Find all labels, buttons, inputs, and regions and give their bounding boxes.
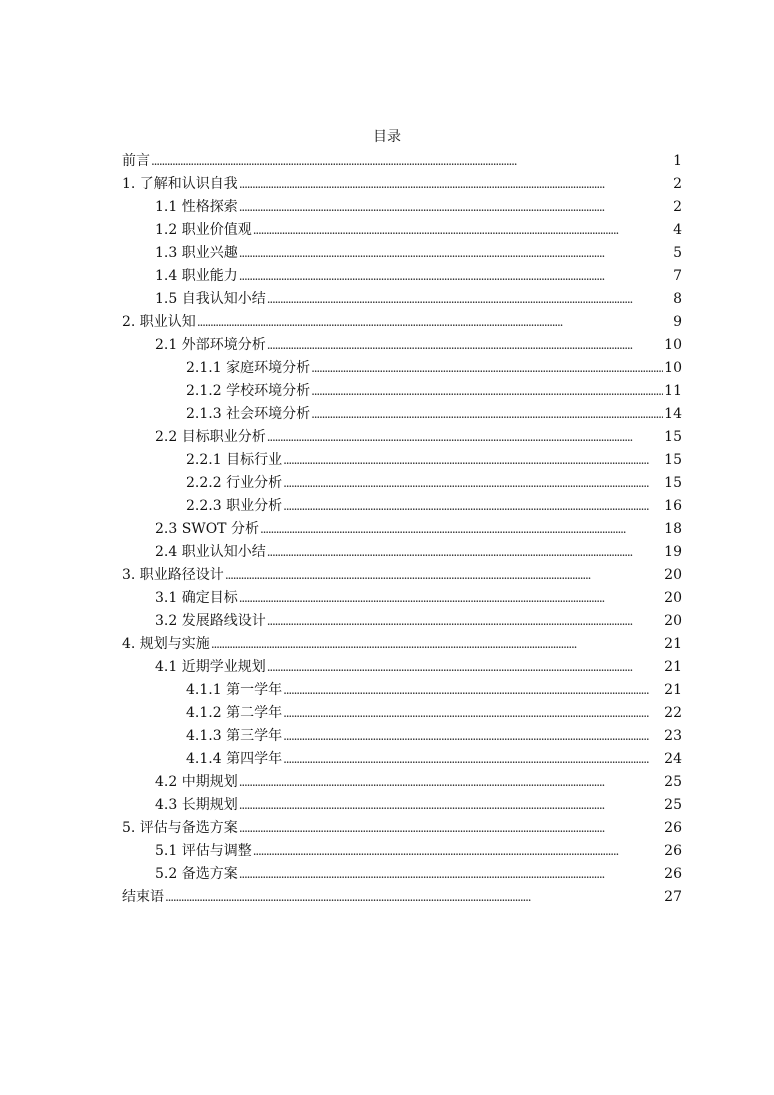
toc-entry-label: 5.1 评估与调整 [155, 843, 252, 859]
dot-leader [267, 288, 672, 311]
toc-entry-label: 4.1.1 第一学年 [186, 682, 283, 698]
toc-entry-page-number: 2 [673, 199, 682, 215]
dot-leader [239, 196, 672, 219]
toc-entry[interactable] [122, 610, 682, 633]
toc-entry[interactable] [122, 656, 682, 679]
dot-leader [239, 173, 672, 196]
toc-entry[interactable] [122, 472, 682, 495]
dot-leader [283, 748, 663, 771]
dot-leader [283, 679, 663, 702]
toc-entry-page-number: 15 [664, 429, 682, 445]
toc-entry[interactable] [122, 288, 682, 311]
toc-entry-label: 3. 职业路径设计 [122, 567, 224, 583]
toc-entry-label: 2.4 职业认知小结 [155, 544, 266, 560]
toc-entry-page-number: 22 [664, 705, 682, 721]
toc-entry-label: 2.3 SWOT 分析 [155, 521, 259, 537]
toc-entry-label: 4.1.3 第三学年 [186, 728, 283, 744]
toc-entry-page-number: 27 [664, 889, 682, 905]
toc-entry-label: 1.2 职业价值观 [155, 222, 252, 238]
toc-entry[interactable] [122, 449, 682, 472]
dot-leader [267, 610, 663, 633]
toc-entry-page-number: 25 [664, 797, 682, 813]
dot-leader [311, 403, 663, 426]
toc-title: 目录 [373, 129, 401, 145]
dot-leader [225, 564, 663, 587]
toc-entry-page-number: 7 [673, 268, 682, 284]
toc-entry-label: 2.2.2 行业分析 [186, 475, 283, 491]
toc-entry-page-number: 26 [664, 866, 682, 882]
dot-leader [283, 449, 663, 472]
toc-entry[interactable] [122, 771, 682, 794]
toc-entry-label: 2.1 外部环境分析 [155, 337, 266, 353]
toc-entry[interactable] [122, 702, 682, 725]
toc-entry-label: 1.4 职业能力 [155, 268, 238, 284]
dot-leader [267, 334, 663, 357]
dot-leader [253, 219, 672, 242]
toc-entry-label: 2.1.3 社会环境分析 [186, 406, 311, 422]
toc-entry-label: 1. 了解和认识自我 [122, 176, 238, 192]
toc-entry-page-number: 20 [664, 567, 682, 583]
toc-entry-page-number: 18 [664, 521, 682, 537]
toc-entry-page-number: 14 [664, 406, 682, 422]
toc-entry[interactable] [122, 817, 682, 840]
dot-leader [239, 863, 663, 886]
toc-entry[interactable] [122, 334, 682, 357]
toc-entry-label: 2.2.1 目标行业 [186, 452, 283, 468]
toc-entry-label: 1.5 自我认知小结 [155, 291, 266, 307]
toc-entry[interactable] [122, 426, 682, 449]
toc-entry-page-number: 16 [664, 498, 682, 514]
dot-leader [211, 633, 663, 656]
toc-entry[interactable] [122, 748, 682, 771]
toc-entry-page-number: 9 [673, 314, 682, 330]
toc-entry-label: 前言 [122, 153, 150, 169]
toc-entry-label: 3.1 确定目标 [155, 590, 238, 606]
toc-entry-label: 4.1 近期学业规划 [155, 659, 266, 675]
dot-leader [239, 794, 663, 817]
dot-leader [283, 725, 663, 748]
dot-leader [283, 472, 663, 495]
toc-entry[interactable] [122, 150, 682, 173]
toc-entry-label: 4.2 中期规划 [155, 774, 238, 790]
toc-entry[interactable] [122, 886, 682, 909]
toc-entry-page-number: 21 [664, 636, 682, 652]
toc-entry[interactable] [122, 357, 682, 380]
toc-entry-label: 2.2.3 职业分析 [186, 498, 283, 514]
toc-entry-page-number: 26 [664, 843, 682, 859]
toc-entry[interactable] [122, 311, 682, 334]
dot-leader [151, 150, 672, 173]
toc-entry[interactable] [122, 495, 682, 518]
toc-entry[interactable] [122, 196, 682, 219]
toc-entry[interactable] [122, 380, 682, 403]
toc-entry-page-number: 5 [673, 245, 682, 261]
toc-entry-label: 2. 职业认知 [122, 314, 196, 330]
toc-entry-page-number: 11 [664, 383, 682, 399]
dot-leader [239, 771, 663, 794]
toc-entry-page-number: 10 [664, 337, 682, 353]
toc-entry[interactable] [122, 863, 682, 886]
toc-entry-page-number: 8 [673, 291, 682, 307]
toc-entry-label: 2.2 目标职业分析 [155, 429, 266, 445]
toc-entry-label: 3.2 发展路线设计 [155, 613, 266, 629]
toc-entry[interactable] [122, 403, 682, 426]
dot-leader [165, 886, 663, 909]
toc-entry-label: 2.1.1 家庭环境分析 [186, 360, 311, 376]
toc-entry-label: 结束语 [122, 889, 164, 905]
toc-entry[interactable] [122, 242, 682, 265]
toc-entry-label: 1.3 职业兴趣 [155, 245, 238, 261]
toc-entry-label: 4.1.2 第二学年 [186, 705, 283, 721]
dot-leader [283, 702, 663, 725]
dot-leader [260, 518, 663, 541]
dot-leader [239, 817, 663, 840]
dot-leader [311, 380, 663, 403]
toc-entry-label: 5.2 备选方案 [155, 866, 238, 882]
toc-entry[interactable] [122, 541, 682, 564]
toc-entry[interactable] [122, 679, 682, 702]
toc-entry-label: 4.1.4 第四学年 [186, 751, 283, 767]
toc-entry-page-number: 20 [664, 590, 682, 606]
toc-entry[interactable] [122, 725, 682, 748]
toc-entry-page-number: 10 [664, 360, 682, 376]
toc-entry-page-number: 4 [673, 222, 682, 238]
dot-leader [283, 495, 663, 518]
dot-leader [239, 587, 663, 610]
toc-entry[interactable] [122, 219, 682, 242]
toc-entry-page-number: 19 [664, 544, 682, 560]
toc-entry[interactable] [122, 587, 682, 610]
dot-leader [239, 265, 672, 288]
dot-leader [239, 242, 672, 265]
toc-entry-page-number: 25 [664, 774, 682, 790]
toc-entry-page-number: 21 [664, 659, 682, 675]
toc-entry-page-number: 15 [664, 452, 682, 468]
toc-entry[interactable] [122, 564, 682, 587]
toc-entry-page-number: 15 [664, 475, 682, 491]
toc-entry-label: 1.1 性格探索 [155, 199, 238, 215]
toc-list [122, 150, 682, 909]
toc-entry[interactable] [122, 633, 682, 656]
dot-leader [311, 357, 663, 380]
toc-entry-label: 2.1.2 学校环境分析 [186, 383, 311, 399]
toc-entry-page-number: 20 [664, 613, 682, 629]
dot-leader [197, 311, 672, 334]
toc-entry[interactable] [122, 518, 682, 541]
dot-leader [267, 656, 663, 679]
toc-entry[interactable] [122, 840, 682, 863]
toc-entry-page-number: 24 [664, 751, 682, 767]
dot-leader [253, 840, 663, 863]
toc-entry-label: 5. 评估与备选方案 [122, 820, 238, 836]
toc-entry-page-number: 2 [673, 176, 682, 192]
dot-leader [267, 426, 663, 449]
dot-leader [267, 541, 663, 564]
toc-entry-page-number: 21 [664, 682, 682, 698]
toc-entry-page-number: 23 [664, 728, 682, 744]
toc-entry-page-number: 1 [673, 153, 682, 169]
toc-entry[interactable] [122, 173, 682, 196]
toc-entry-page-number: 26 [664, 820, 682, 836]
toc-entry-label: 4.3 长期规划 [155, 797, 238, 813]
toc-entry[interactable] [122, 794, 682, 817]
toc-entry-label: 4. 规划与实施 [122, 636, 210, 652]
toc-entry[interactable] [122, 265, 682, 288]
